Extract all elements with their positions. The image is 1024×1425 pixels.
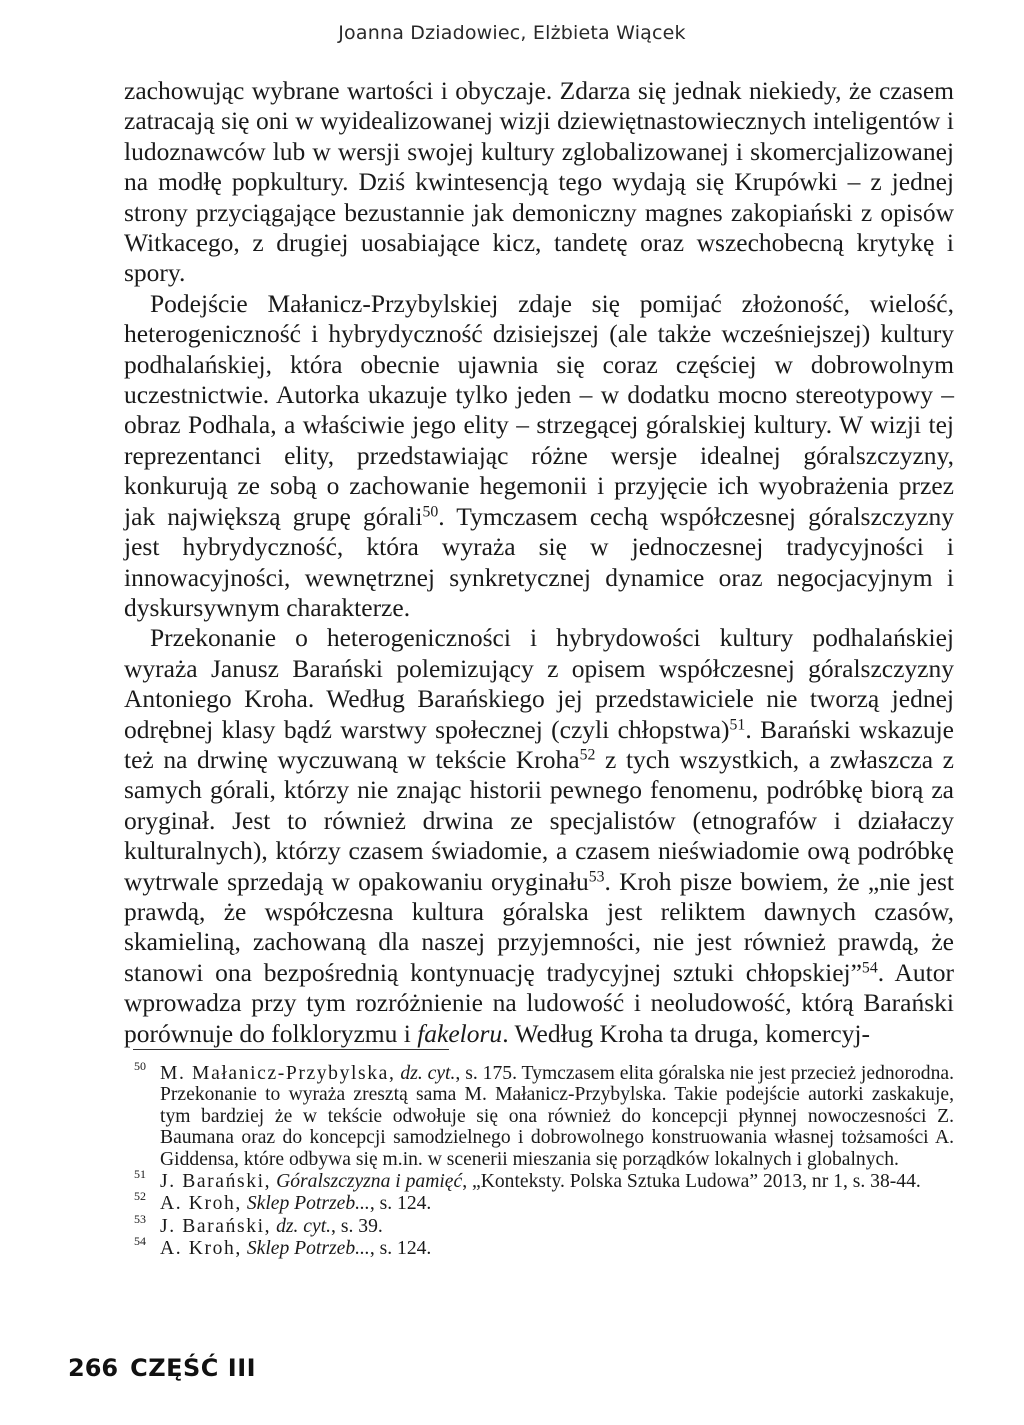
italic-term: fakeloru bbox=[417, 1018, 503, 1048]
paragraph-2 bbox=[124, 289, 954, 623]
footnote-title: dz. cyt. bbox=[400, 1063, 456, 1084]
paragraph-3-part-e: . Autor wprowadza przy tym rozróżnienie na ludowość i neoludowość, którą Barański porównuje do folkloryzmu i bbox=[124, 957, 954, 1048]
footnote-title: Góralszczyzna i pamięć bbox=[276, 1171, 463, 1193]
footnote-ref-53[interactable]: 53 bbox=[588, 867, 605, 885]
footnote-52 bbox=[124, 1189, 954, 1215]
footnote-ref-50[interactable]: 50 bbox=[422, 503, 439, 520]
paragraph-2-part-b: . Tymczasem cechą współczesnej góralszczyzny jest hybrydyczność, która wyraża się w jednoczesnej tradycyjności i innowacyjności, wewnętrznej synkretycznej dynamice oraz negocjacyjnym i dyskursywnym charakterze. bbox=[124, 501, 954, 622]
footnote-text: , s. 124. bbox=[369, 1193, 432, 1215]
footnote-number: 52 bbox=[134, 1189, 146, 1204]
part-label: CZĘŚĆ III bbox=[130, 1354, 257, 1382]
running-head: Joanna Dziadowiec, Elżbieta Wiącek bbox=[338, 22, 686, 44]
footnote-author: A. Kroh, bbox=[160, 1238, 242, 1260]
footnote-separator bbox=[133, 1049, 449, 1050]
paragraph-1: zachowując wybrane wartości i obyczaje. Zdarza się jednak niekiedy, że czasem zatracają się oni w wyidealizowanej wizji dziewiętnastowiecznych inteligentów i ludoznawców lub w wersji swojej kultury zglobalizowanej i skomercjalizowanej na modłę popkultury. Dziś kwintesencją tego wydają się Krupówki – z jednej strony przyciągające bezustannie jak demoniczny magnes zakopiański z opisów Witkacego, z drugiej uosabiające kicz, tandetę oraz wszechobecną krytykę i spory. bbox=[124, 76, 954, 288]
footnote-number: 54 bbox=[134, 1234, 146, 1249]
paragraph-3-part-a: Przekonanie o heterogeniczności i hybrydowości kultury podhalańskiej wyraża Janusz Barański polemizujący z opisem współczesnej góralszczyzny Antoniego Kroha. Według Barańskiego jej przedstawiciele nie tworzą jednej odrębnej klasy bądź warstwy społecznej (czyli chłopstwa) bbox=[124, 623, 954, 744]
footnote-53 bbox=[124, 1211, 954, 1237]
footnote-title: Sklep Potrzeb... bbox=[246, 1193, 370, 1215]
footnote-50 bbox=[124, 1059, 954, 1170]
paragraph-3-part-c: z tych wszystkich, a zwłaszcza z samych górali, którzy nie znając historii pewnego fenomenu, podróbkę biorą za oryginał. Jest to również drwina ze specjalistów (etnografów i działaczy kulturalnych), którzy czasem świadomie, a czasem nieświadomie ową podróbkę wytrwale sprzedają w opakowaniu oryginału bbox=[124, 744, 954, 896]
footnote-title: Sklep Potrzeb... bbox=[246, 1238, 370, 1260]
paragraph-3-part-f: . Według Kroha ta druga, komercyj- bbox=[502, 1018, 871, 1048]
footnote-text: , „Konteksty. Polska Sztuka Ludowa” 2013, nr 1, s. 38-44. bbox=[462, 1171, 921, 1193]
footnote-ref-52[interactable]: 52 bbox=[579, 746, 596, 764]
footnote-text: , s. 175. Tymczasem elita góralska nie jest przecież jednorodna. Przekonanie to wyraża zresztą sama M. Małanicz-Przybylska. Takie podejście autorki zaskakuje, tym bardziej że w tekście odwołuje się ona również do koncepcji płynnej nowoczesności Z. Baumana oraz do koncepcji samodzielnego i dobrowolnego konstruowania własnej tożsamości A. Giddensa, które odbywa się m.in. w scenerii mieszania się porządków lokalnych i globalnych. bbox=[160, 1063, 954, 1170]
footnote-number: 53 bbox=[134, 1211, 146, 1226]
page-footer bbox=[68, 1354, 256, 1382]
footnote-author: M. Małanicz-Przybylska, bbox=[160, 1063, 396, 1084]
footnotes bbox=[124, 1059, 954, 1261]
main-text bbox=[124, 76, 954, 1049]
paragraph-3-part-d: . Kroh pisze bowiem, że „nie jest prawdą, że współczesna kultura góralska jest reliktem dawnych czasów, skamieliną, zachowaną dla naszej przyjemności, nie jest również prawdą, że stanowi ona bezpośrednią kontynuację tradycyjnej sztuki chłopskiej” bbox=[124, 866, 954, 987]
footnote-number: 51 bbox=[134, 1167, 146, 1182]
footnote-text: , s. 124. bbox=[369, 1238, 432, 1260]
paragraph-3-part-b: . Barański wskazuje też na drwinę wyczuwaną w tekście Kroha bbox=[124, 714, 955, 774]
footnote-author: J. Barański, bbox=[160, 1215, 272, 1237]
footnote-text: , s. 39. bbox=[331, 1215, 383, 1237]
footnote-author: J. Barański, bbox=[160, 1171, 272, 1193]
footnote-ref-54[interactable]: 54 bbox=[861, 959, 878, 977]
footnote-author: A. Kroh, bbox=[160, 1193, 242, 1215]
paragraph-2-part-a: Podejście Małanicz-Przybylskiej zdaje się pomijać złożoność, wielość, heterogeniczność i hybrydyczność dzisiejszej (ale także wcześniejszej) kultury podhalańskiej, która obecnie ujawnia się coraz częściej w dobrowolnym uczestnictwie. Autorka ukazuje tylko jeden – w dodatku mocno stereotypowy – obraz Podhala, a właściwie jego elity – strzegącej góralskiej kultury. W wizji tej reprezentanci elity, przedstawiając różne wersje idealnej góralszczyzny, konkurują ze sobą o zachowanie hegemonii i przyjęcie ich wyobrażenia przez jak największą grupę górali bbox=[124, 288, 954, 531]
footnote-54 bbox=[124, 1234, 954, 1260]
footnote-title: dz. cyt. bbox=[276, 1215, 332, 1237]
footnote-ref-51[interactable]: 51 bbox=[729, 715, 746, 733]
paragraph-3 bbox=[124, 623, 954, 1049]
footnote-number: 50 bbox=[134, 1059, 146, 1073]
page-number: 266 bbox=[68, 1354, 119, 1382]
footnote-51 bbox=[124, 1167, 954, 1193]
